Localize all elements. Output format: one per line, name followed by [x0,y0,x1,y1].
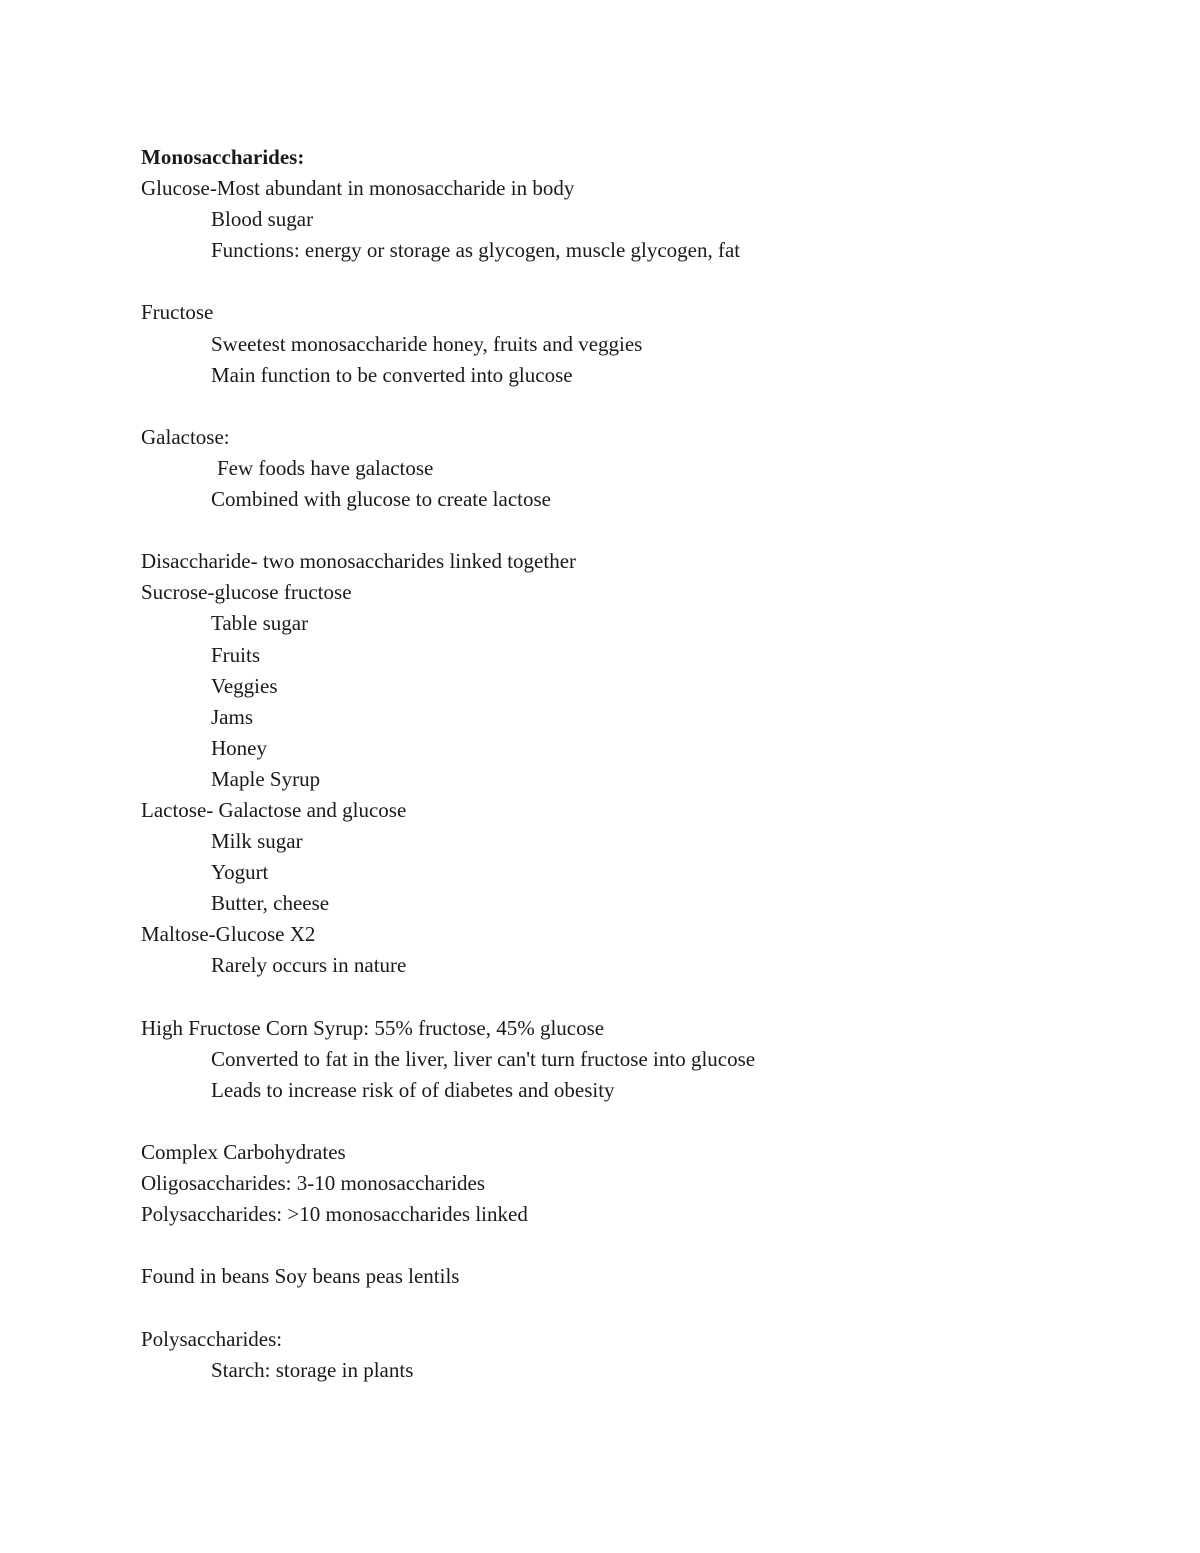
indented-text-line: Rarely occurs in nature [211,953,407,978]
indented-text-line: Functions: energy or storage as glycogen, muscle glycogen, fat [211,238,741,263]
text-line: Complex Carbohydrates [141,1140,346,1164]
indented-text-line: Table sugar [211,611,309,636]
indented-text-line: Leads to increase risk of of diabetes and obesity [211,1077,615,1102]
text-line: Lactose- Galactose and glucose [141,797,407,822]
text-line: Fructose [141,300,214,325]
text-line: High Fructose Corn Syrup: 55% fructose, 45% glucose [141,1015,605,1040]
indented-text-line: Maple Syrup [211,766,321,791]
blank-line [141,982,1141,1013]
text-line: Found in beans Soy beans peas lentils [141,1264,460,1289]
indented-text-line: Converted to fat in the liver, liver can't turn fructose into glucose [211,1046,756,1071]
blank-line [141,515,1141,546]
text-line: Oligosaccharides: 3-10 monosaccharides [141,1171,486,1196]
indented-text-line: Yogurt [211,860,269,885]
blank-line [141,1106,1141,1137]
text-line: Polysaccharides: >10 monosaccharides linked [141,1202,528,1227]
blank-line [141,391,1141,422]
text-line: Galactose: [141,424,230,449]
indented-text-line: Veggies [211,673,278,698]
indented-text-line: Butter, cheese [211,891,330,916]
text-line: Disaccharide- two monosaccharides linked together [141,549,577,574]
text-line: Polysaccharides: [141,1326,283,1351]
indented-text-line: Fruits [211,642,261,667]
document-body [141,142,1141,1386]
section-heading: Monosaccharides: [141,145,305,169]
text-line: Sucrose-glucose fructose [141,580,352,605]
indented-text-line: Starch: storage in plants [211,1357,414,1382]
blank-line [141,266,1141,297]
indented-text-line: Few foods have galactose [217,455,434,480]
text-line: Maltose-Glucose X2 [141,922,316,947]
indented-text-line: Honey [211,735,267,760]
blank-line [141,1230,1141,1261]
indented-text-line: Sweetest monosaccharide honey, fruits and veggies [211,331,643,356]
blank-line [141,1292,1141,1323]
indented-text-line: Milk sugar [211,829,303,854]
indented-text-line: Jams [211,704,253,729]
indented-text-line: Main function to be converted into glucose [211,362,573,387]
indented-text-line: Combined with glucose to create lactose [211,487,551,512]
indented-text-line: Blood sugar [211,207,314,232]
text-line: Glucose-Most abundant in monosaccharide in body [141,176,575,201]
